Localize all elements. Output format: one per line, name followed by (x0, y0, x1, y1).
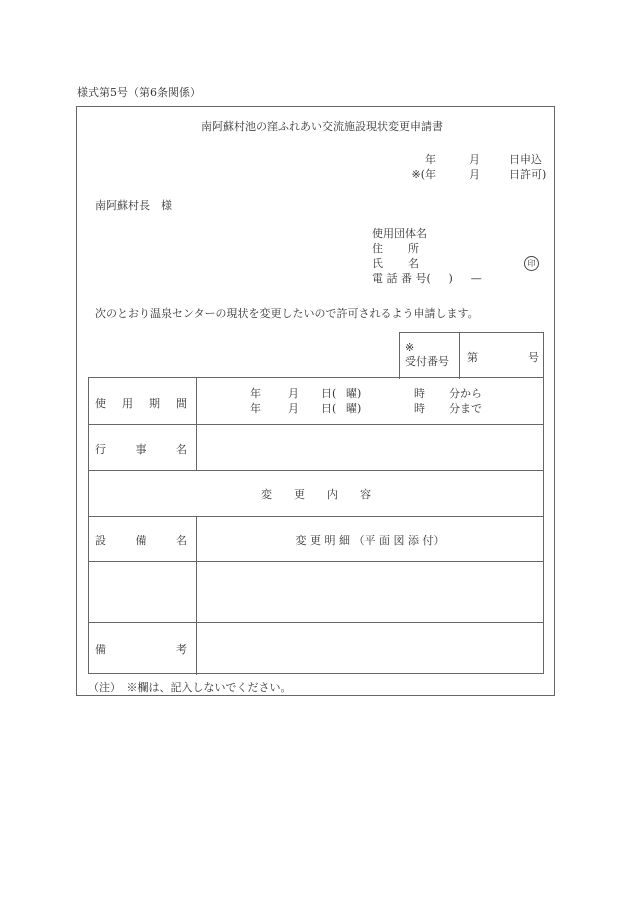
equipment-name-label: 設 備 名 (95, 534, 187, 547)
divider (459, 333, 460, 379)
period-start-row: 年 月 日( 曜) 時 分から (250, 387, 482, 400)
application-date-row[interactable] (372, 152, 546, 167)
date-block (372, 152, 546, 182)
month-label: 月 (469, 168, 480, 181)
year-label: 年 (425, 168, 436, 181)
divider (89, 516, 543, 517)
phone-field[interactable]: 電 話 番 号( ) — (372, 272, 482, 285)
event-name-label: 行 事 名 (95, 443, 187, 456)
event-name-field[interactable] (198, 426, 541, 468)
month-label: 月 (469, 153, 480, 166)
seal-icon: 印 (524, 256, 539, 271)
divider (89, 424, 543, 425)
change-contents-header: 変 更 内 容 (261, 488, 371, 501)
divider (196, 378, 197, 470)
office-use-mark: ※( (411, 168, 425, 181)
usage-period-field[interactable] (250, 386, 482, 416)
form-reference: 様式第5号（第6条関係） (77, 86, 201, 99)
divider (89, 470, 543, 471)
change-details-header: 変 更 明 細 （平 面 図 添 付） (295, 534, 445, 547)
form-title: 南阿蘇村池の窪ふれあい交流施設現状変更申請書 (201, 120, 443, 133)
permission-date-row (372, 167, 546, 182)
day-permitted-label: 日許可) (509, 168, 547, 181)
divider (89, 622, 543, 623)
request-statement: 次のとおり温泉センターの現状を変更したいので許可されるよう申請します。 (95, 307, 479, 320)
receipt-no-prefix: 第 (467, 351, 478, 364)
name-field[interactable]: 氏 名 (372, 257, 419, 270)
addressee: 南阿蘇村長 様 (95, 199, 172, 212)
usage-period-label: 使 用 期 間 (95, 397, 187, 410)
remarks-field[interactable] (198, 624, 541, 671)
divider (89, 561, 543, 562)
year-label: 年 (425, 153, 436, 166)
change-details-field[interactable] (198, 563, 541, 620)
receipt-no-suffix: 号 (528, 351, 539, 364)
address-field[interactable]: 住 所 (372, 242, 419, 255)
footnote: （注） ※欄は、記入しないでください。 (88, 681, 292, 694)
group-name-field[interactable]: 使用団体名 (372, 227, 427, 240)
applicant-block (372, 226, 482, 286)
period-end-row: 年 月 日( 曜) 時 分まで (250, 402, 482, 415)
office-use-mark: ※ (405, 341, 415, 354)
remarks-label: 備 考 (95, 643, 187, 656)
day-applied-label: 日申込 (509, 153, 542, 166)
equipment-name-field[interactable] (90, 563, 194, 620)
receipt-label: ※ 受付番号 (405, 341, 449, 368)
